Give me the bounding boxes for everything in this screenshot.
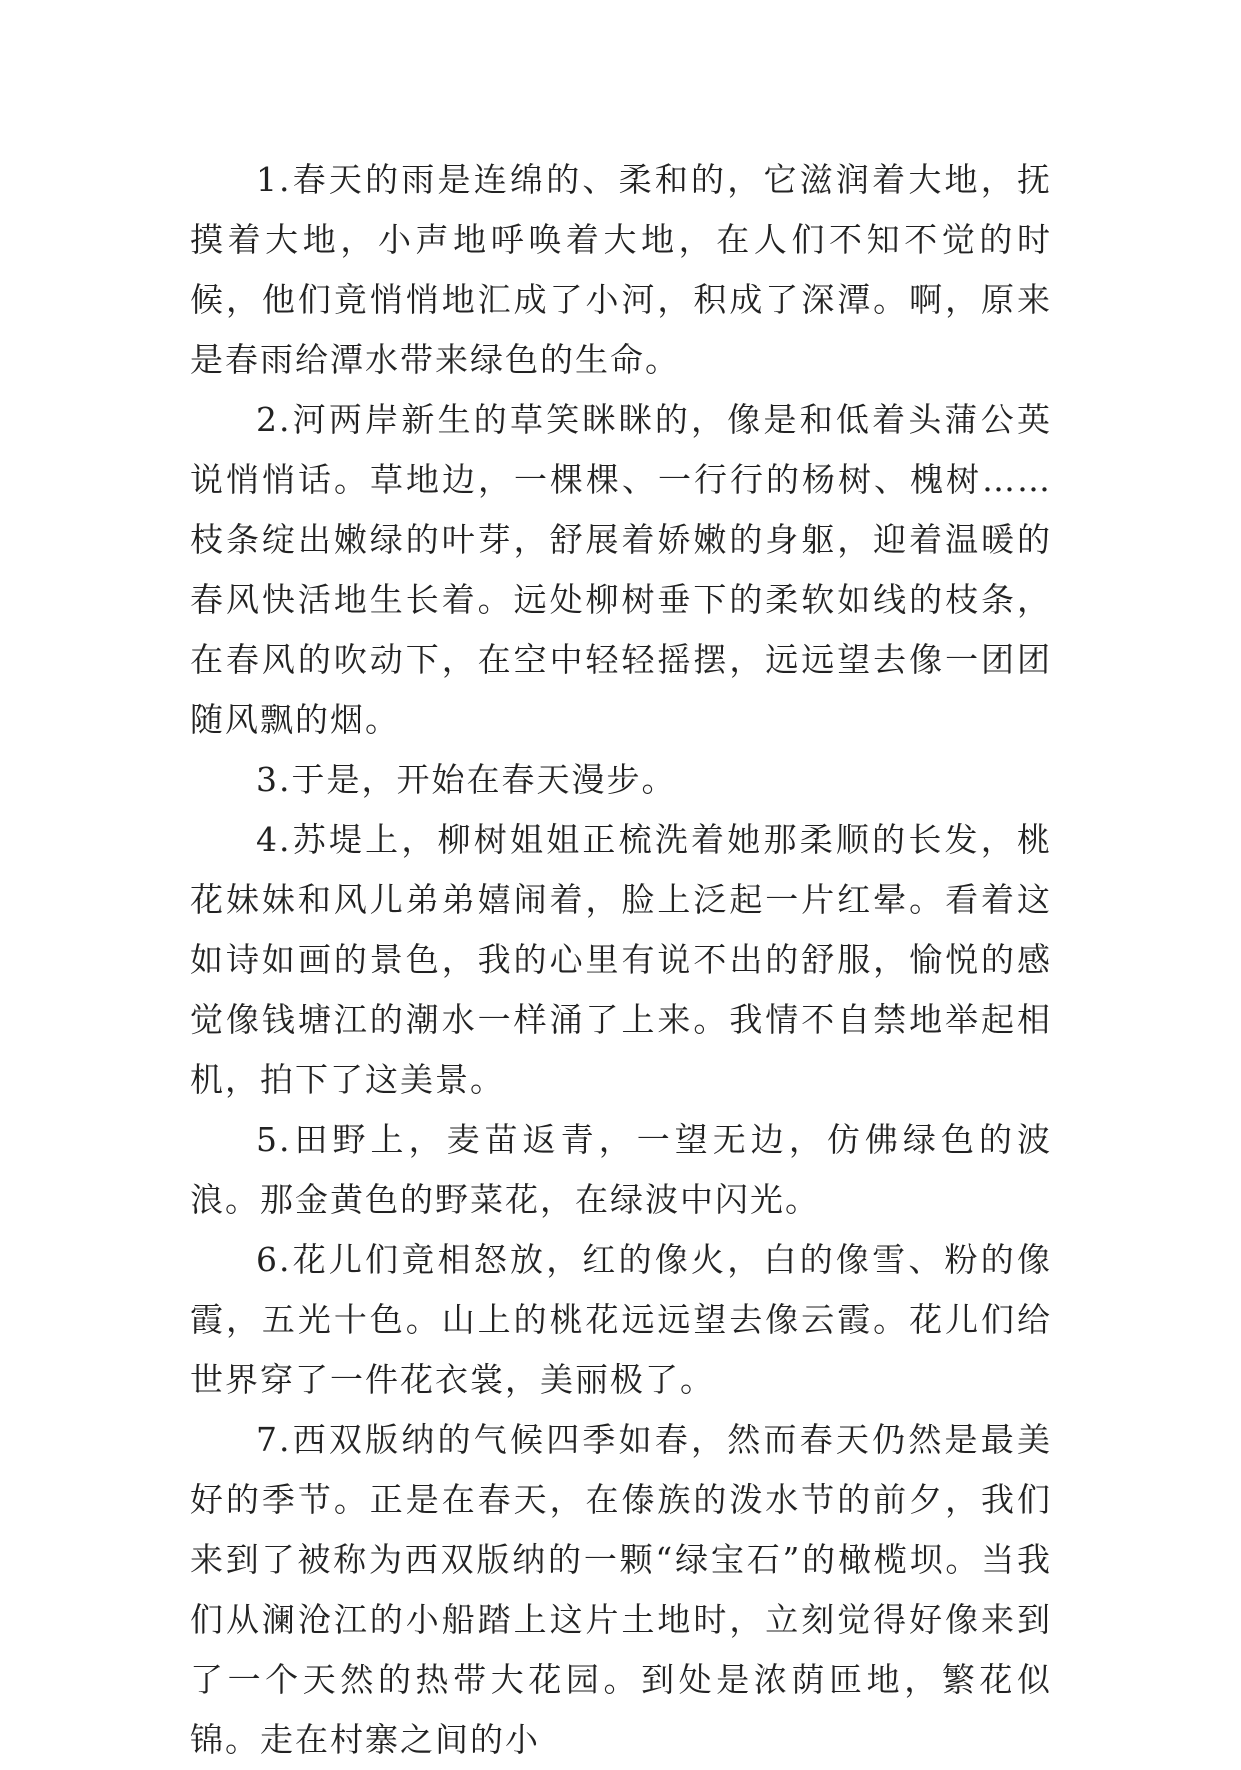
paragraph-4: 4.苏堤上，柳树姐姐正梳洗着她那柔顺的长发，桃花妹妹和风儿弟弟嬉闹着，脸上泛起一片红晕。看着这如诗如画的景色，我的心里有说不出的舒服，愉悦的感觉像钱塘江的潮水一样涌了上来。我情不自禁地举起相机，拍下了这美景。	[190, 820, 1052, 1099]
paragraph-7: 7.西双版纳的气候四季如春，然而春天仍然是最美好的季节。正是在春天，在傣族的泼水节的前夕，我们来到了被称为西双版纳的一颗“绿宝石”的橄榄坝。当我们从澜沧江的小船踏上这片土地时，立刻觉得好像来到了一个天然的热带大花园。到处是浓荫匝地，繁花似锦。走在村寨之间的小	[190, 1420, 1052, 1759]
paragraph-2: 2.河两岸新生的草笑眯眯的，像是和低着头蒲公英说悄悄话。草地边，一棵棵、一行行的杨树、槐树……枝条绽出嫩绿的叶芽，舒展着娇嫩的身躯，迎着温暖的春风快活地生长着。远处柳树垂下的柔软如线的枝条，在春风的吹动下，在空中轻轻摇摆，远远望去像一团团随风飘的烟。	[190, 400, 1052, 739]
paragraph-1: 1.春天的雨是连绵的、柔和的，它滋润着大地，抚摸着大地，小声地呼唤着大地，在人们不知不觉的时候，他们竟悄悄地汇成了小河，积成了深潭。啊，原来是春雨给潭水带来绿色的生命。	[190, 160, 1052, 379]
paragraph-3: 3.于是，开始在春天漫步。	[256, 760, 677, 799]
paragraph-6: 6.花儿们竟相怒放，红的像火，白的像雪、粉的像霞，五光十色。山上的桃花远远望去像云霞。花儿们给世界穿了一件花衣裳，美丽极了。	[190, 1240, 1052, 1399]
paragraph-5: 5.田野上，麦苗返青，一望无边，仿佛绿色的波浪。那金黄色的野菜花，在绿波中闪光。	[190, 1120, 1052, 1219]
document-page	[190, 150, 1052, 1770]
